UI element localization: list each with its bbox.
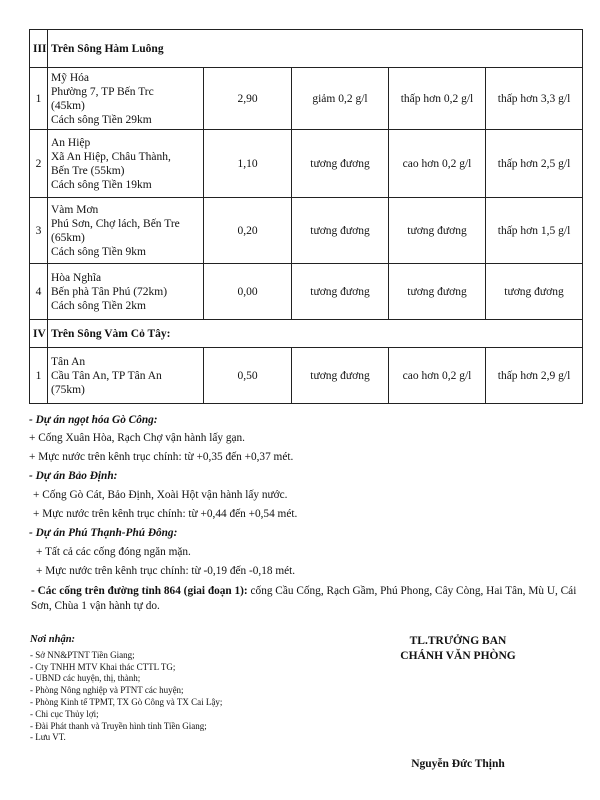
location-line: Cách sông Tiền 2km <box>51 299 146 312</box>
table-row <box>30 348 583 404</box>
comparison-3: thấp hơn 3,3 g/l <box>486 68 583 130</box>
project-heading: - Dự án Phú Thạnh-Phú Đông: <box>29 527 178 539</box>
location-cell <box>48 68 204 130</box>
project-block <box>29 414 589 464</box>
location-line: (65km) <box>51 231 85 244</box>
recipient-item: - UBND các huyện, thị, thành; <box>30 673 141 684</box>
row-number: 2 <box>30 130 48 198</box>
signature-title-line-2: CHÁNH VĂN PHÒNG <box>400 650 516 662</box>
location-line: Phường 7, TP Bến Trc <box>51 85 154 98</box>
location-line: Xã An Hiệp, Châu Thành, <box>51 150 171 163</box>
location-line: Vàm Mơn <box>51 203 99 216</box>
comparison-2: thấp hơn 0,2 g/l <box>389 68 486 130</box>
comparison-3: thấp hơn 2,9 g/l <box>486 348 583 404</box>
comparison-1: giảm 0,2 g/l <box>292 68 389 130</box>
location-line: Cách sông Tiền 9km <box>51 245 146 258</box>
comparison-1: tương đương <box>292 264 389 320</box>
project-line: + Mực nước trên kênh trục chính: từ -0,19 đến -0,18 mét. <box>36 565 296 577</box>
project-block <box>29 527 589 578</box>
recipients-title: Nơi nhận: <box>30 634 76 645</box>
table-row <box>30 198 583 264</box>
recipients-block <box>30 634 360 744</box>
location-line: An Hiệp <box>51 136 91 149</box>
row-number: 1 <box>30 68 48 130</box>
signature-title-line-1: TL.TRƯỞNG BAN <box>409 635 507 647</box>
location-cell <box>48 130 204 198</box>
comparison-2: cao hơn 0,2 g/l <box>389 348 486 404</box>
recipient-item: - Đài Phát thanh và Truyền hình tỉnh Tiền Giang; <box>30 720 207 731</box>
route-864-paragraph <box>29 584 589 614</box>
project-block <box>29 470 589 521</box>
project-line: + Tất cả các cống đóng ngăn mặn. <box>36 546 191 558</box>
salinity-value: 0,00 <box>204 264 292 320</box>
location-line: Cách sông Tiền 29km <box>51 113 152 126</box>
location-line: Bến phà Tân Phú (72km) <box>51 285 168 298</box>
signer-name: Nguyễn Đức Thịnh <box>411 758 505 770</box>
location-line: Hòa Nghĩa <box>51 271 102 284</box>
section-title: Trên Sông Hàm Luông <box>48 30 583 68</box>
recipient-item: - Phòng Nông nghiệp và PTNT các huyện; <box>30 685 184 696</box>
section-title: Trên Sông Vàm Cỏ Tây: <box>48 320 583 348</box>
table-row <box>30 68 583 130</box>
comparison-2: tương đương <box>389 198 486 264</box>
comparison-2: tương đương <box>389 264 486 320</box>
salinity-value: 0,50 <box>204 348 292 404</box>
comparison-3: thấp hơn 2,5 g/l <box>486 130 583 198</box>
project-notes <box>29 414 589 614</box>
salinity-table <box>29 29 583 404</box>
row-number: 1 <box>30 348 48 404</box>
recipient-item: - Lưu VT. <box>30 732 66 743</box>
location-line: Cầu Tân An, TP Tân An <box>51 369 162 382</box>
location-line: Mỹ Hóa <box>51 71 90 84</box>
project-heading: - Dự án Bảo Định: <box>29 470 118 482</box>
recipient-item: - Cty TNHH MTV Khai thác CTTL TG; <box>30 661 176 672</box>
location-cell <box>48 348 204 404</box>
comparison-2: cao hơn 0,2 g/l <box>389 130 486 198</box>
section-roman: III <box>30 30 48 68</box>
project-heading: - Dự án ngọt hóa Gò Công: <box>29 414 158 426</box>
recipient-item: - Chi cục Thủy lợi; <box>30 708 99 719</box>
location-line: Tân An <box>51 355 86 368</box>
signature-block <box>358 634 558 664</box>
row-number: 3 <box>30 198 48 264</box>
location-line: Cách sông Tiền 19km <box>51 178 152 191</box>
project-line: + Cống Xuân Hòa, Rạch Chợ vận hành lấy gạn. <box>29 432 245 444</box>
comparison-1: tương đương <box>292 198 389 264</box>
location-line: (75km) <box>51 383 85 396</box>
row-number: 4 <box>30 264 48 320</box>
location-line: (45km) <box>51 99 85 112</box>
route-864-heading: - Các cống trên đường tỉnh 864 (giai đoạn 1): <box>31 585 248 597</box>
location-line: Bến Tre (55km) <box>51 164 125 177</box>
project-line: + Mực nước trên kênh trục chính: từ +0,44 đến +0,54 mét. <box>33 508 298 520</box>
location-line: Phú Sơn, Chợ lách, Bến Tre <box>51 217 180 230</box>
project-line: + Mực nước trên kênh trục chính: từ +0,35 đến +0,37 mét. <box>29 451 294 463</box>
salinity-value: 2,90 <box>204 68 292 130</box>
salinity-value: 0,20 <box>204 198 292 264</box>
section-header-row <box>30 30 583 68</box>
section-roman: IV <box>30 320 48 348</box>
recipient-item: - Sở NN&PTNT Tiền Giang; <box>30 649 135 660</box>
route-864-text: cống Cầu Cống, Rạch Gầm, Phú Phong, Cây Còng, Hai Tân, Mù U, Cái Sơn, Chùa 1 vận hành tự do. <box>31 585 577 612</box>
recipient-item: - Phòng Kinh tế TPMT, TX Gò Công và TX Cai Lậy; <box>30 696 223 707</box>
location-cell <box>48 198 204 264</box>
table-row <box>30 130 583 198</box>
section-header-row <box>30 320 583 348</box>
salinity-value: 1,10 <box>204 130 292 198</box>
comparison-1: tương đương <box>292 348 389 404</box>
table-row <box>30 264 583 320</box>
comparison-1: tương đương <box>292 130 389 198</box>
comparison-3: thấp hơn 1,5 g/l <box>486 198 583 264</box>
comparison-3: tương đương <box>486 264 583 320</box>
location-cell <box>48 264 204 320</box>
project-line: + Cống Gò Cát, Bảo Định, Xoài Hột vận hành lấy nước. <box>33 489 288 501</box>
